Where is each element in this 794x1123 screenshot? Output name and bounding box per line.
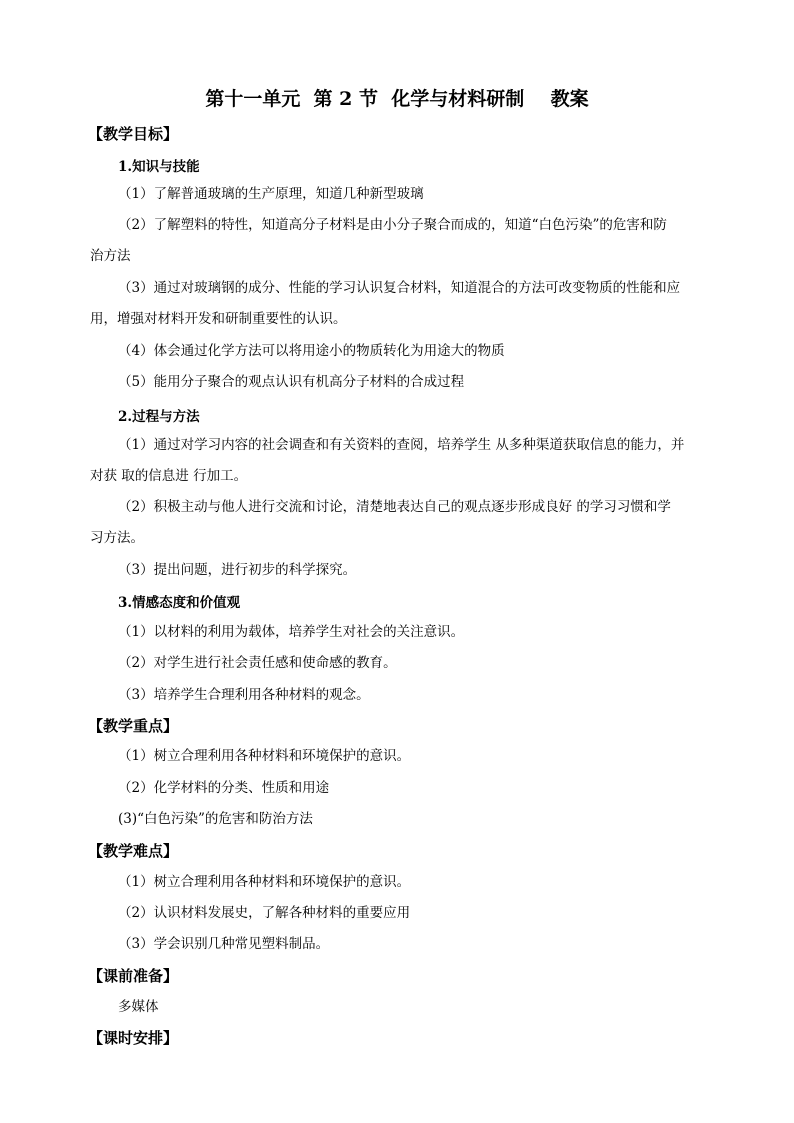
key-point-3: (3)“白色污染”的危害和防治方法 bbox=[118, 811, 313, 827]
knowledge-item-2: （2）了解塑料的特性，知道高分子材料是由小分子聚合而成的，知道“白色污染”的危害和防 bbox=[118, 217, 667, 233]
knowledge-item-1: （1）了解普通玻璃的生产原理，知道几种新型玻璃 bbox=[118, 186, 424, 202]
knowledge-item-3: （3）通过对玻璃钢的成分、性能的学习认识复合材料，知道混合的方法可改变物质的性能和应 bbox=[118, 280, 681, 296]
knowledge-item-3-cont: 用，增强对材料开发和研制重要性的认识。 bbox=[90, 311, 347, 327]
emotion-subheading: 3.情感态度和价值观 bbox=[118, 595, 241, 611]
emotion-item-1: （1）以材料的利用为载体，培养学生对社会的关注意识。 bbox=[118, 624, 465, 640]
process-item-3: （3）提出问题，进行初步的科学探究。 bbox=[118, 562, 357, 578]
knowledge-item-4: （4）体会通过化学方法可以将用途小的物质转化为用途大的物质 bbox=[118, 343, 505, 359]
objectives-heading: 【教学目标】 bbox=[88, 125, 179, 143]
knowledge-item-2-cont: 治方法 bbox=[90, 248, 131, 264]
key-point-2: （2）化学材料的分类、性质和用途 bbox=[118, 780, 330, 796]
knowledge-subheading: 1.知识与技能 bbox=[118, 159, 200, 175]
process-item-1: （1）通过对学习内容的社会调查和有关资料的查阅，培养学生 从多种渠道获取信息的能力，并 bbox=[118, 437, 685, 453]
process-subheading: 2.过程与方法 bbox=[118, 409, 200, 425]
key-point-1: （1）树立合理利用各种材料和环境保护的意识。 bbox=[118, 748, 411, 764]
emotion-item-2: （2）对学生进行社会责任感和使命感的教育。 bbox=[118, 655, 397, 671]
process-item-2-cont: 习方法。 bbox=[90, 530, 144, 546]
difficulties-heading: 【教学难点】 bbox=[88, 842, 179, 860]
knowledge-item-5: （5）能用分子聚合的观点认识有机高分子材料的合成过程 bbox=[118, 374, 465, 390]
preparation-heading: 【课前准备】 bbox=[88, 967, 179, 985]
difficulty-1: （1）树立合理利用各种材料和环境保护的意识。 bbox=[118, 874, 411, 890]
key-points-heading: 【教学重点】 bbox=[88, 717, 179, 735]
process-item-1-cont: 对获 取的信息进 行加工。 bbox=[90, 468, 248, 484]
process-item-2: （2）积极主动与他人进行交流和讨论，清楚地表达自己的观点逐步形成良好 的学习习惯和学 bbox=[118, 499, 671, 515]
preparation-item-1: 多媒体 bbox=[118, 999, 159, 1015]
emotion-item-3: （3）培养学生合理利用各种材料的观念。 bbox=[118, 687, 370, 703]
schedule-heading: 【课时安排】 bbox=[88, 1029, 179, 1047]
difficulty-2: （2）认识材料发展史，了解各种材料的重要应用 bbox=[118, 905, 411, 921]
document-title: 第十一单元 第 2 节 化学与材料研制 教案 bbox=[205, 88, 589, 110]
difficulty-3: （3）学会识别几种常见塑料制品。 bbox=[118, 936, 330, 952]
